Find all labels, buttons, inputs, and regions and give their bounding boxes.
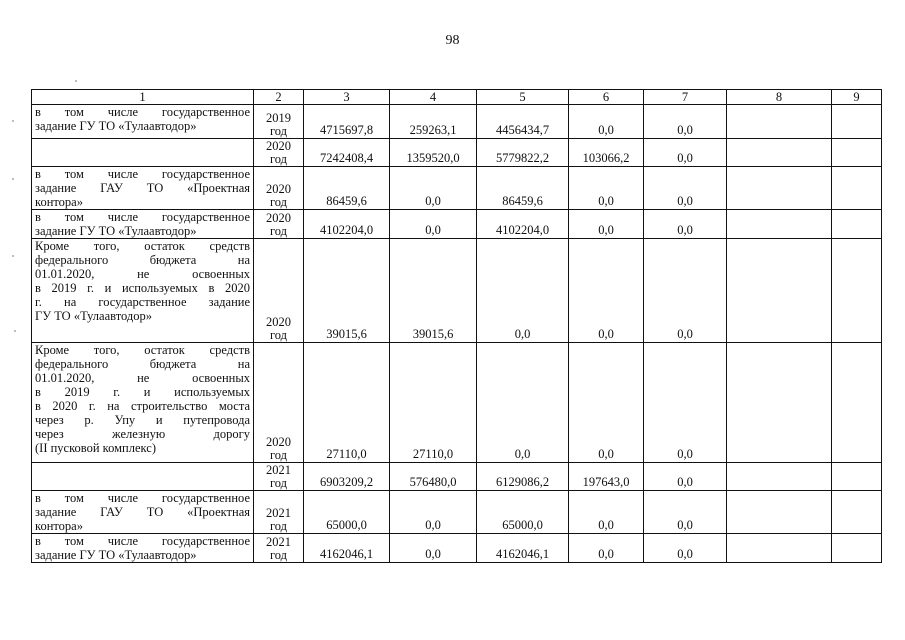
budget-table [31,89,882,563]
value-cell-c4: 576480,0 [390,463,477,491]
description-line: контора» [35,195,83,209]
value-cell-c7: 0,0 [644,105,727,139]
page-number: 98 [445,33,460,48]
description-line: в том числе государственное [35,491,250,505]
table-row [32,167,882,210]
year-cell [254,534,304,563]
year-cell [254,167,304,210]
description-line: в 2019 г. и используемых [35,385,250,399]
value-cell-c6: 0,0 [569,105,644,139]
value-cell-c6: 0,0 [569,167,644,210]
value-cell-c6: 0,0 [569,239,644,343]
value-cell-c6: 0,0 [569,491,644,534]
year-cell [254,491,304,534]
value-cell-c9 [832,534,882,563]
value-cell-c4: 1359520,0 [390,139,477,167]
year-value: 2020 [266,139,291,153]
value-cell-c4: 0,0 [390,491,477,534]
value-cell-c8 [727,463,832,491]
year-unit: год [269,548,288,562]
table-row [32,463,882,491]
value-cell-c3: 27110,0 [304,343,390,463]
value-cell-c8 [727,343,832,463]
value-cell-c9 [832,139,882,167]
value-cell-c3: 6903209,2 [304,463,390,491]
description-line: ГУ ТО «Тулаавтодор» [35,309,153,323]
description-line: в том числе государственное [35,210,250,224]
value-cell-c8 [727,210,832,239]
row-description [32,105,254,139]
description-line: в 2020 г. на строительство моста [35,399,250,413]
table-row [32,343,882,463]
year-value: 2020 [266,435,291,449]
year-value: 2021 [266,506,291,520]
description-line: через р. Упу и путепровода [35,413,250,427]
year-unit: год [269,195,288,209]
value-cell-c5: 65000,0 [477,491,569,534]
value-cell-c3: 4102204,0 [304,210,390,239]
table-row [32,491,882,534]
year-unit: год [269,224,288,238]
header-cell: 2 [254,90,304,105]
value-cell-c4: 27110,0 [390,343,477,463]
value-cell-c6: 0,0 [569,210,644,239]
value-cell-c7: 0,0 [644,463,727,491]
row-description [32,210,254,239]
header-cell: 7 [644,90,727,105]
value-cell-c3: 7242408,4 [304,139,390,167]
value-cell-c5: 0,0 [477,343,569,463]
scan-speck [14,330,16,332]
description-line: задание ГУ ТО «Тулаавтодор» [35,119,197,133]
header-cell: 4 [390,90,477,105]
description-line: в том числе государственное [35,534,250,548]
value-cell-c7: 0,0 [644,491,727,534]
year-cell [254,139,304,167]
year-cell [254,343,304,463]
table-row [32,105,882,139]
description-line: задание ГАУ ТО «Проектная [35,181,250,195]
description-line: в том числе государственное [35,167,250,181]
value-cell-c9 [832,343,882,463]
year-value: 2020 [266,211,291,225]
description-line: федерального бюджета на [35,253,250,267]
row-description [32,491,254,534]
table-row [32,139,882,167]
year-value: 2021 [266,463,291,477]
value-cell-c8 [727,105,832,139]
description-line: задание ГУ ТО «Тулаавтодор» [35,548,197,562]
value-cell-c5: 4162046,1 [477,534,569,563]
header-cell: 9 [832,90,882,105]
description-line: г. на государственное задание [35,295,250,309]
year-cell [254,239,304,343]
year-value: 2019 [266,111,291,125]
value-cell-c6: 0,0 [569,534,644,563]
value-cell-c9 [832,210,882,239]
description-line: в том числе государственное [35,105,250,119]
value-cell-c9 [832,105,882,139]
value-cell-c9 [832,463,882,491]
value-cell-c3: 4715697,8 [304,105,390,139]
value-cell-c5: 86459,6 [477,167,569,210]
value-cell-c8 [727,239,832,343]
value-cell-c7: 0,0 [644,139,727,167]
year-cell [254,463,304,491]
value-cell-c8 [727,139,832,167]
row-description [32,534,254,563]
value-cell-c5: 4102204,0 [477,210,569,239]
header-cell: 6 [569,90,644,105]
value-cell-c5: 6129086,2 [477,463,569,491]
row-description [32,463,254,491]
value-cell-c8 [727,167,832,210]
description-line: задание ГУ ТО «Тулаавтодор» [35,224,197,238]
year-value: 2020 [266,182,291,196]
value-cell-c3: 86459,6 [304,167,390,210]
table-row [32,534,882,563]
year-unit: год [269,152,288,166]
value-cell-c9 [832,167,882,210]
value-cell-c3: 65000,0 [304,491,390,534]
scan-speck [12,120,14,122]
value-cell-c8 [727,534,832,563]
description-line: федерального бюджета на [35,357,250,371]
value-cell-c5: 0,0 [477,239,569,343]
value-cell-c9 [832,239,882,343]
scan-speck [12,178,14,180]
year-cell [254,210,304,239]
table-row [32,239,882,343]
year-value: 2021 [266,535,291,549]
description-line: 01.01.2020, не освоенных [35,371,250,385]
description-line: контора» [35,519,83,533]
description-line: через железную дорогу [35,427,250,441]
value-cell-c7: 0,0 [644,167,727,210]
value-cell-c9 [832,491,882,534]
table-body [32,105,882,563]
value-cell-c5: 4456434,7 [477,105,569,139]
value-cell-c5: 5779822,2 [477,139,569,167]
row-description [32,167,254,210]
value-cell-c7: 0,0 [644,239,727,343]
year-unit: год [269,448,288,462]
year-unit: год [269,328,288,342]
value-cell-c7: 0,0 [644,343,727,463]
description-line: 01.01.2020, не освоенных [35,267,250,281]
value-cell-c6: 197643,0 [569,463,644,491]
year-value: 2020 [266,315,291,329]
row-description [32,139,254,167]
header-row [32,90,882,105]
value-cell-c4: 0,0 [390,210,477,239]
value-cell-c7: 0,0 [644,534,727,563]
value-cell-c6: 0,0 [569,343,644,463]
header-cell: 5 [477,90,569,105]
value-cell-c8 [727,491,832,534]
scan-speck [75,80,77,82]
year-unit: год [269,476,288,490]
description-line: в 2019 г. и используемых в 2020 [35,281,250,295]
row-description [32,239,254,343]
value-cell-c4: 0,0 [390,534,477,563]
description-line: (II пусковой комплекс) [35,441,156,455]
header-cell: 1 [32,90,254,105]
value-cell-c4: 0,0 [390,167,477,210]
year-unit: год [269,124,288,138]
table-row [32,210,882,239]
description-line: задание ГАУ ТО «Проектная [35,505,250,519]
header-cell: 3 [304,90,390,105]
value-cell-c7: 0,0 [644,210,727,239]
row-description [32,343,254,463]
scan-speck [12,255,14,257]
value-cell-c3: 39015,6 [304,239,390,343]
value-cell-c6: 103066,2 [569,139,644,167]
value-cell-c3: 4162046,1 [304,534,390,563]
year-cell [254,105,304,139]
value-cell-c4: 39015,6 [390,239,477,343]
description-line: Кроме того, остаток средств [35,343,250,357]
header-cell: 8 [727,90,832,105]
description-line: Кроме того, остаток средств [35,239,250,253]
value-cell-c4: 259263,1 [390,105,477,139]
year-unit: год [269,519,288,533]
